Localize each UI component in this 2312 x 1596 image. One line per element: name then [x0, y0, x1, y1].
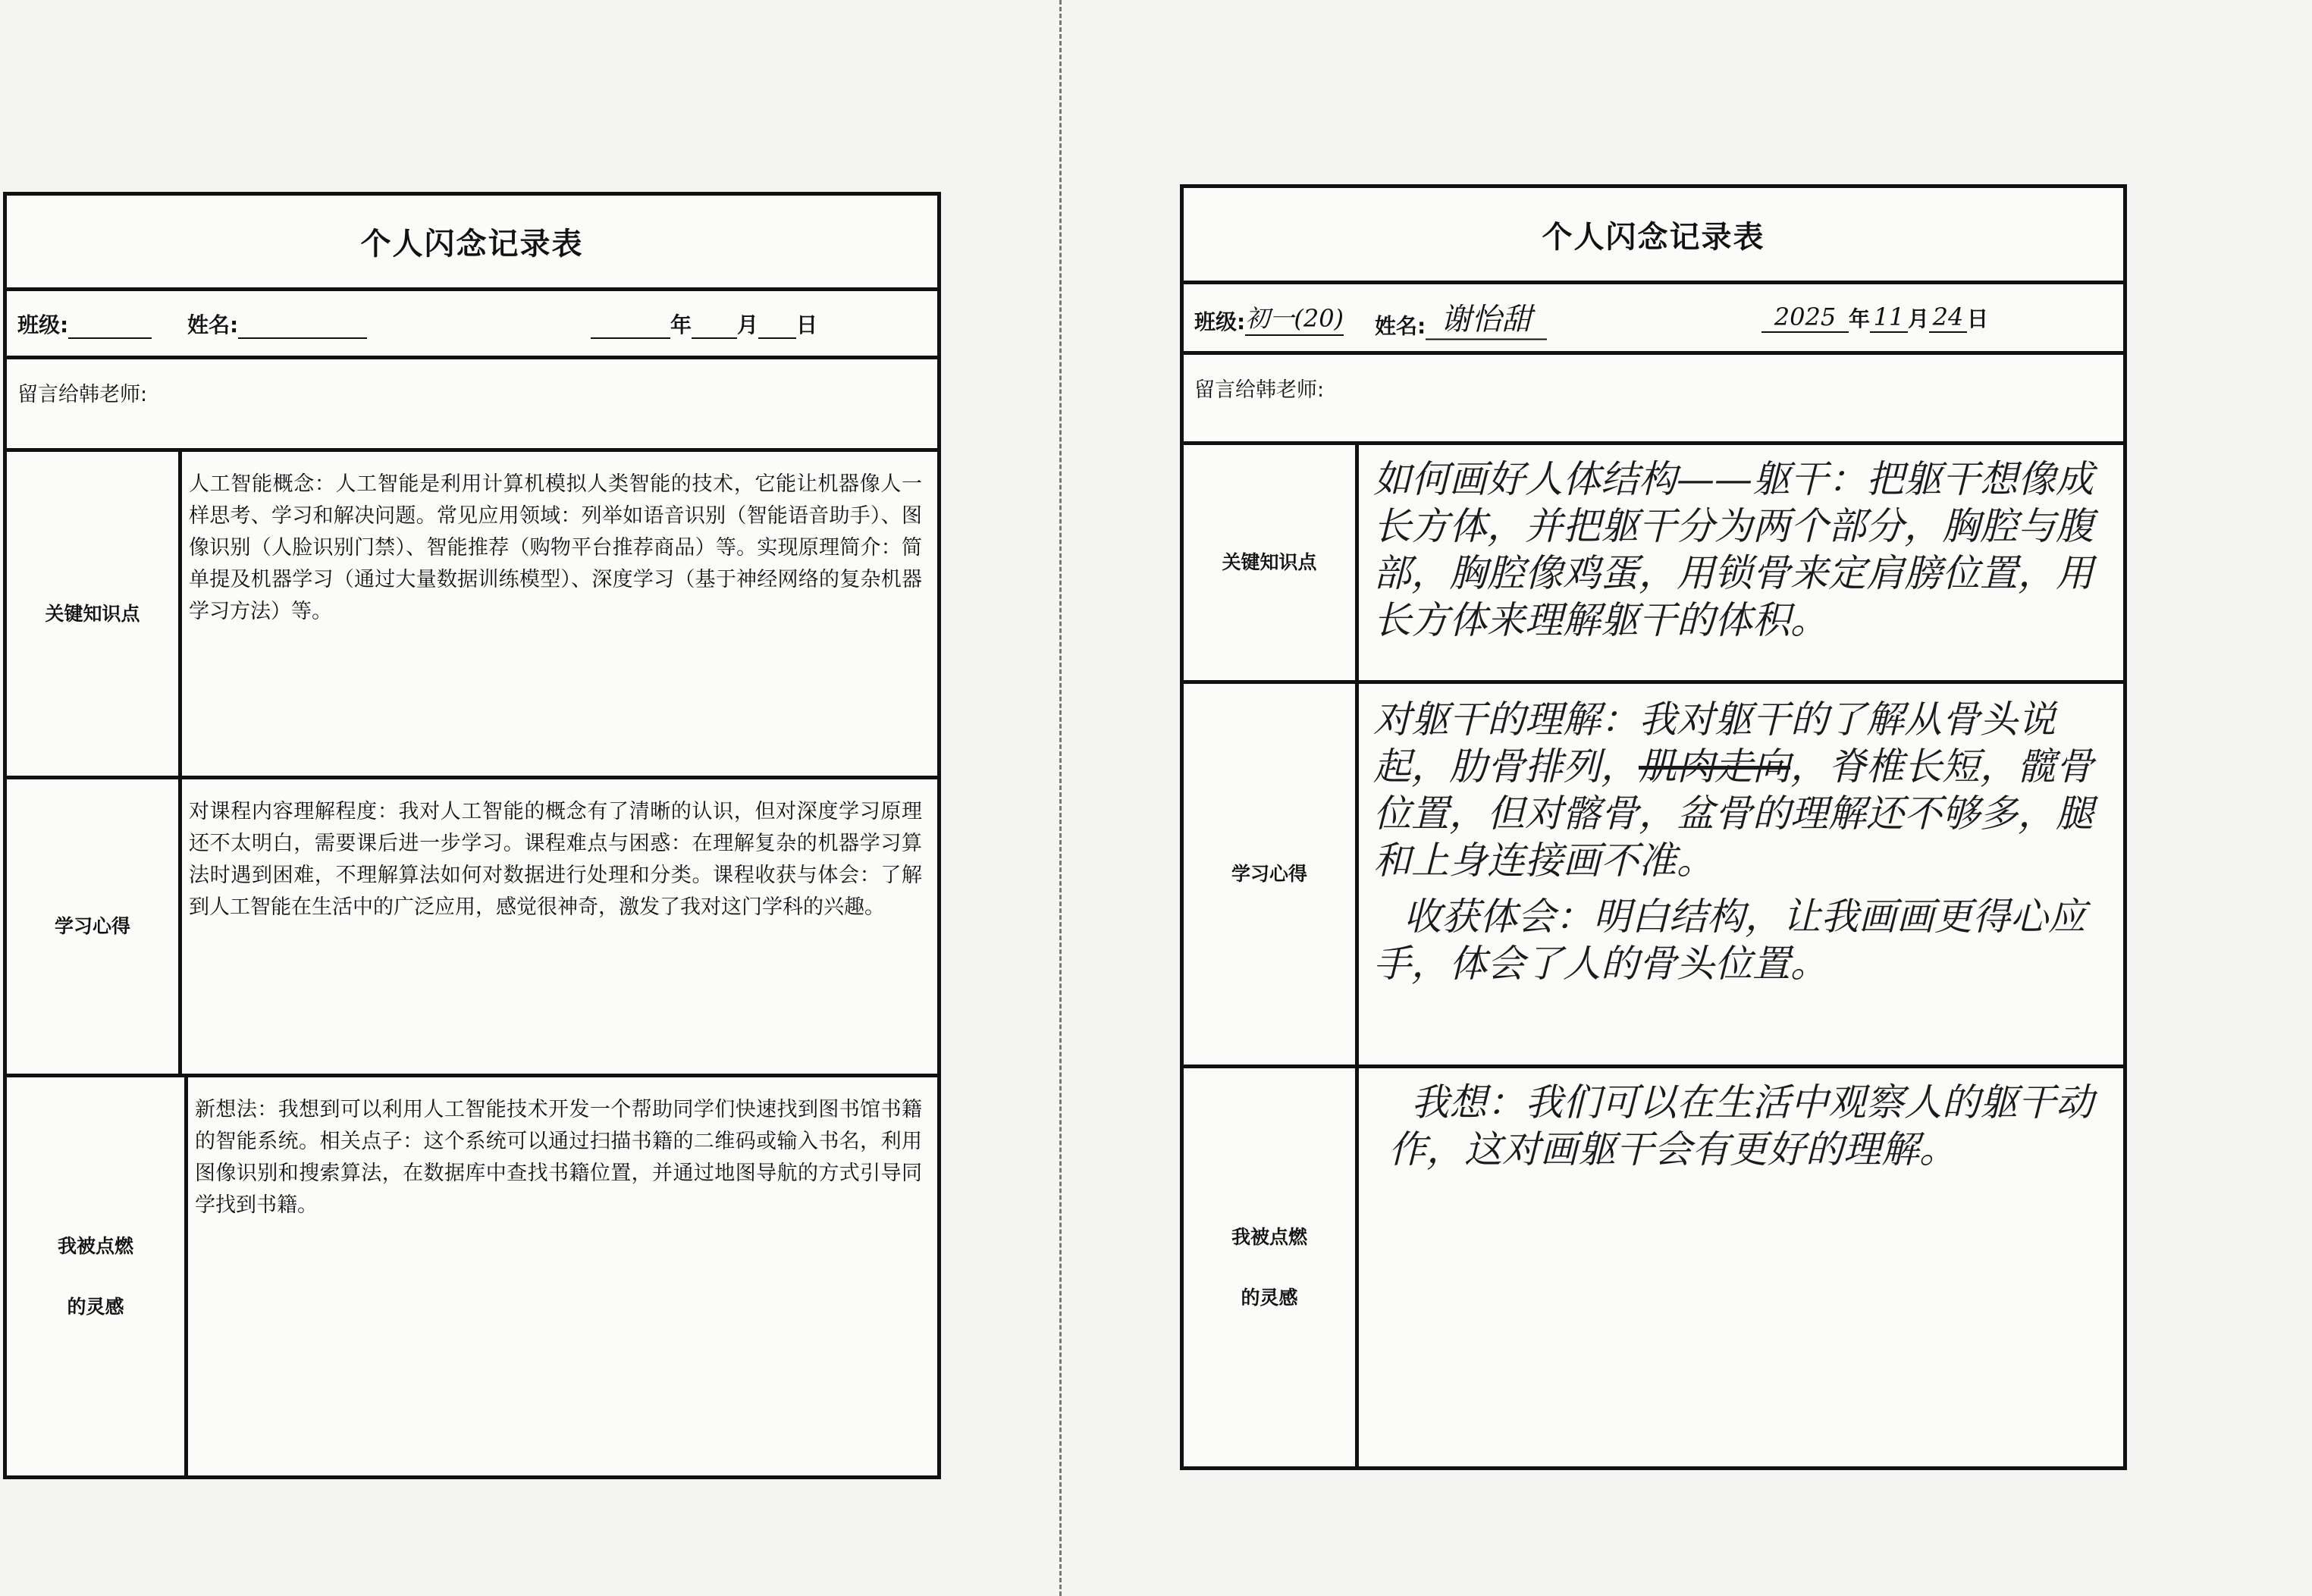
- class-field[interactable]: 初一(20): [1245, 299, 1344, 336]
- year-field[interactable]: [591, 337, 670, 339]
- section-text: 对课程内容理解程度：我对人工智能的概念有了清晰的认识，但对深度学习原理还不太明白，需要课后进一步学习。课程难点与困惑：在理解复杂的机器学习算法时遇到困难，不理解算法如何对数据进行处理和分类。课程收获与体会：了解到人工智能在生活中的广泛应用，感觉很神奇，激发了我对这门学科的兴趣。: [189, 800, 922, 919]
- month-field[interactable]: 11: [1870, 303, 1908, 333]
- class-label: 班级:: [1194, 309, 1246, 334]
- name-field[interactable]: [238, 337, 367, 339]
- section-label-text: 学习心得: [1231, 863, 1307, 885]
- name-label: 姓名:: [1375, 313, 1426, 339]
- name-field[interactable]: 谢怡甜: [1426, 296, 1547, 340]
- section-label: [1184, 684, 1359, 1065]
- section-label: [1184, 445, 1359, 680]
- message-row: [7, 359, 937, 452]
- handwritten-text: [1373, 696, 2108, 987]
- class-label: 班级:: [17, 312, 69, 337]
- section-text: 新想法：我想到可以利用人工智能技术开发一个帮助同学们快速找到图书馆书籍的智能系统。相关点子：这个系统可以通过扫描书籍的二维码或输入书名，利用图像识别和搜索算法，在数据库中查找书籍位置，并通过地图导航的方式引导同学找到书籍。: [195, 1098, 922, 1217]
- struck-out-text: 肌肉走向: [1639, 745, 1790, 789]
- name-label: 姓名:: [187, 312, 239, 337]
- section-label-text: 我被点燃: [57, 1234, 133, 1257]
- handwritten-text: 我想：我们可以在生活中观察人的躯干动作，这对画躯干会有更好的理解。: [1388, 1080, 2094, 1171]
- day-label: 日: [1967, 306, 1989, 331]
- handwritten-text-part: 对躯干的理解：我对躯干的了解从骨头说起，肋骨排列，: [1373, 698, 2056, 789]
- form-title-text: 个人闪念记录表: [360, 227, 584, 262]
- section-label: [7, 779, 182, 1074]
- form-title: [1184, 188, 2123, 284]
- section-label-text: 关键知识点: [1222, 551, 1317, 573]
- section-label: [7, 452, 182, 776]
- year-label: 年: [1849, 306, 1871, 331]
- handwritten-text: 如何画好人体结构——躯干：把躯干想像成长方体，并把躯干分为两个部分，胸腔与腹部，胸腔像鸡蛋，用锁骨来定肩膀位置，用长方体来理解躯干的体积。: [1373, 457, 2094, 642]
- section-label-text: 学习心得: [54, 915, 130, 937]
- section-inspiration: [1184, 1068, 2123, 1466]
- section-label-text: 我被点燃: [1231, 1225, 1307, 1248]
- day-field[interactable]: 24: [1929, 303, 1967, 333]
- handwritten-text-2: 收获体会：明白结构，让我画画更得心应手，体会了人的骨头位置。: [1373, 895, 2086, 986]
- month-label: 月: [737, 312, 759, 337]
- section-learning: [7, 779, 937, 1077]
- form-title: [7, 196, 937, 291]
- class-field[interactable]: [68, 337, 152, 339]
- form-title-text: 个人闪念记录表: [1542, 219, 1765, 255]
- left-record-form: [3, 192, 941, 1479]
- message-label: 留言给韩老师:: [1194, 378, 1325, 402]
- day-field[interactable]: [758, 337, 796, 339]
- section-text: 人工智能概念：人工智能是利用计算机模拟人类智能的技术，它能让机器像人一样思考、学习和解决问题。常见应用领域：列举如语音识别（智能语音助手）、图像识别（人脸识别门禁）、智能推荐（购物平台推荐商品）等。实现原理简介：简单提及机器学习（通过大量数据训练模型）、深度学习（基于神经网络的复杂机器学习方法）等。: [189, 472, 922, 623]
- section-learning: [1184, 684, 2123, 1068]
- section-label-text-2: 的灵感: [67, 1295, 124, 1318]
- section-label-text-2: 的灵感: [1241, 1286, 1298, 1309]
- section-inspiration: [7, 1077, 937, 1475]
- section-key-points: [1184, 445, 2123, 684]
- month-field[interactable]: [692, 337, 737, 339]
- section-key-points: [7, 452, 937, 779]
- year-field[interactable]: 2025: [1761, 303, 1849, 333]
- section-label: [7, 1077, 188, 1475]
- fold-line: [1059, 0, 1062, 1596]
- right-record-form: [1180, 184, 2127, 1470]
- message-label: 留言给韩老师:: [17, 383, 148, 406]
- year-label: 年: [670, 312, 692, 337]
- section-label: [1184, 1068, 1359, 1466]
- info-row: [1184, 284, 2123, 355]
- message-row: [1184, 355, 2123, 445]
- month-label: 月: [1908, 306, 1930, 331]
- day-label: 日: [796, 312, 818, 337]
- section-label-text: 关键知识点: [45, 602, 140, 625]
- info-row: [7, 291, 937, 359]
- handwritten-text-part: ，脊椎长短，髋骨位置，但对髂骨，盆骨的理解还不够多，腿和上身连接画不准。: [1373, 745, 2094, 883]
